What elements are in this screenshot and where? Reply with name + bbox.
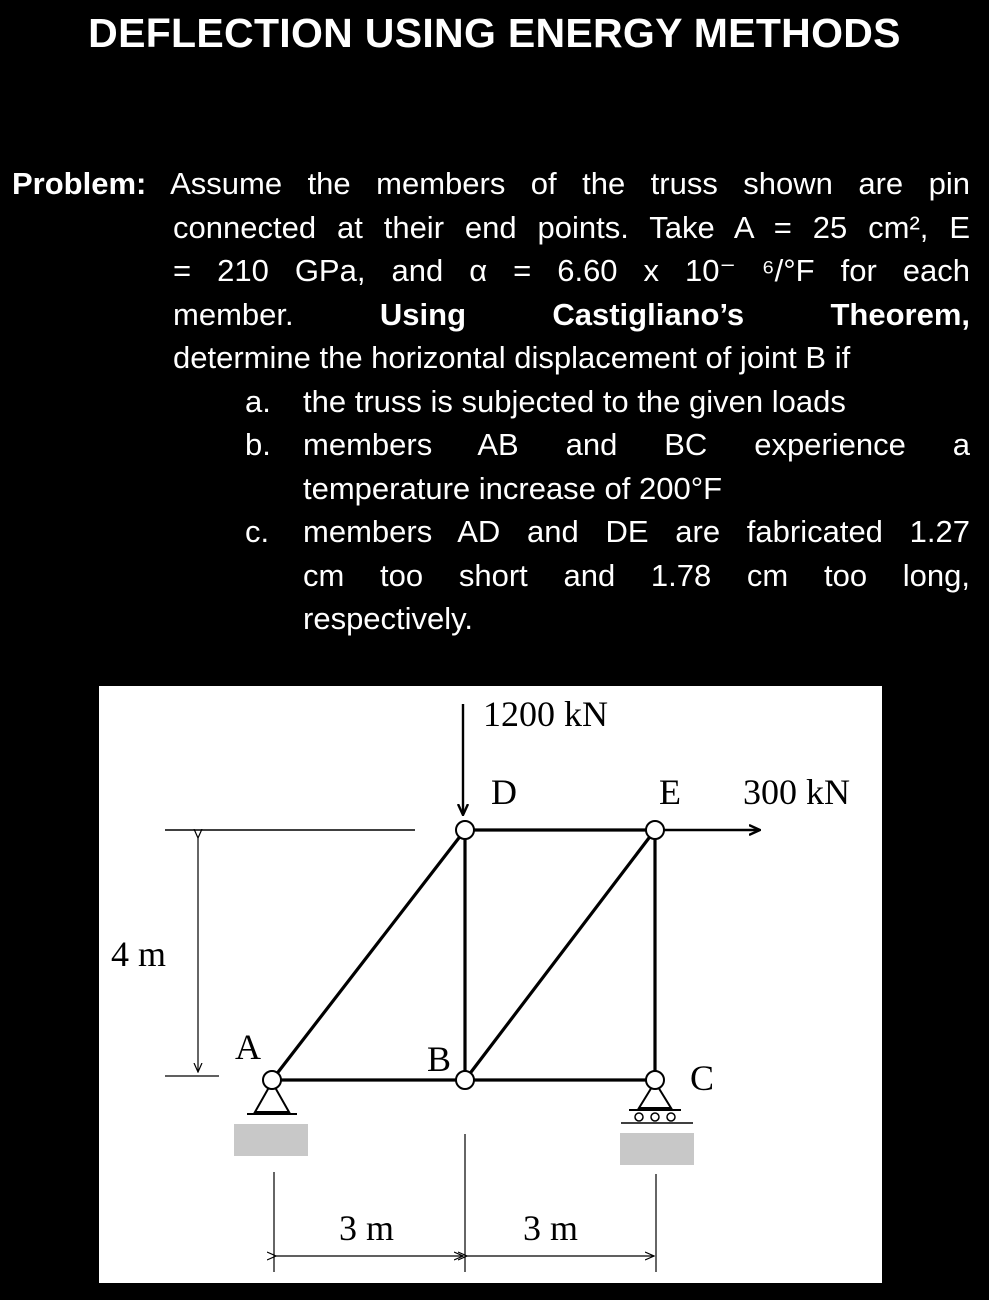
part-a bbox=[12, 380, 970, 424]
part-a-text: the truss is subjected to the given loads bbox=[303, 383, 846, 419]
dim-left-label: 3 m bbox=[339, 1208, 395, 1248]
joint-E bbox=[646, 821, 664, 839]
part-b-text-1: members AB and BC experience a bbox=[303, 427, 970, 462]
problem-statement bbox=[12, 162, 970, 641]
vertical-load-label: 1200 kN bbox=[483, 694, 608, 734]
horizontal-load-label: 300 kN bbox=[743, 772, 850, 812]
part-c bbox=[12, 510, 970, 641]
truss-members bbox=[272, 830, 655, 1080]
problem-label: Problem: bbox=[12, 166, 147, 201]
joint-C bbox=[646, 1071, 664, 1089]
member-BE bbox=[465, 830, 655, 1080]
problem-line-5: determine the horizontal displacement of joint B if bbox=[173, 340, 851, 375]
joint-A bbox=[263, 1071, 281, 1089]
part-c-text-2: cm too short and 1.78 cm too long, bbox=[303, 557, 970, 593]
truss-diagram bbox=[99, 686, 882, 1283]
joint-D-label: D bbox=[491, 772, 517, 812]
part-c-text-1: members AD and DE are fabricated 1.27 bbox=[303, 514, 970, 549]
support-C-ground bbox=[620, 1133, 694, 1165]
bold-castigliano: Castigliano’s bbox=[552, 296, 745, 332]
joint-C-label: C bbox=[690, 1058, 715, 1098]
member-word: member. bbox=[173, 296, 294, 332]
roller-support-C bbox=[620, 1082, 694, 1165]
pin-support-A bbox=[234, 1082, 308, 1156]
problem-text-1: Assume the members of the truss shown are pin bbox=[170, 166, 971, 201]
part-b-label: b. bbox=[245, 427, 271, 462]
problem-line-3: = 210 GPa, and α = 6.60 x 10⁻ ⁶/°F for each bbox=[173, 253, 970, 288]
part-c-text-3: respectively. bbox=[303, 601, 473, 636]
page-title: DEFLECTION USING ENERGY METHODS bbox=[88, 10, 901, 56]
bold-using: Using bbox=[379, 296, 467, 332]
part-b-text-2: temperature increase of 200°F bbox=[303, 470, 723, 506]
truss-svg bbox=[99, 686, 882, 1283]
bold-theorem: Theorem, bbox=[830, 296, 970, 332]
joint-E-label: E bbox=[659, 772, 681, 812]
part-b bbox=[12, 423, 970, 510]
problem-line-1 bbox=[12, 162, 970, 206]
problem-line-2: connected at their end points. Take A = 25 cm², E bbox=[173, 209, 970, 245]
support-A-ground bbox=[234, 1124, 308, 1156]
dim-right-label: 3 m bbox=[523, 1208, 579, 1248]
joint-D bbox=[456, 821, 474, 839]
part-c-label: c. bbox=[245, 514, 270, 549]
joint-B-label: B bbox=[427, 1039, 452, 1079]
part-a-label: a. bbox=[245, 383, 271, 419]
problem-line-4 bbox=[12, 293, 970, 337]
height-dimension-label: 4 m bbox=[111, 934, 167, 974]
joint-A-label: A bbox=[235, 1027, 261, 1067]
joint-B bbox=[456, 1071, 474, 1089]
